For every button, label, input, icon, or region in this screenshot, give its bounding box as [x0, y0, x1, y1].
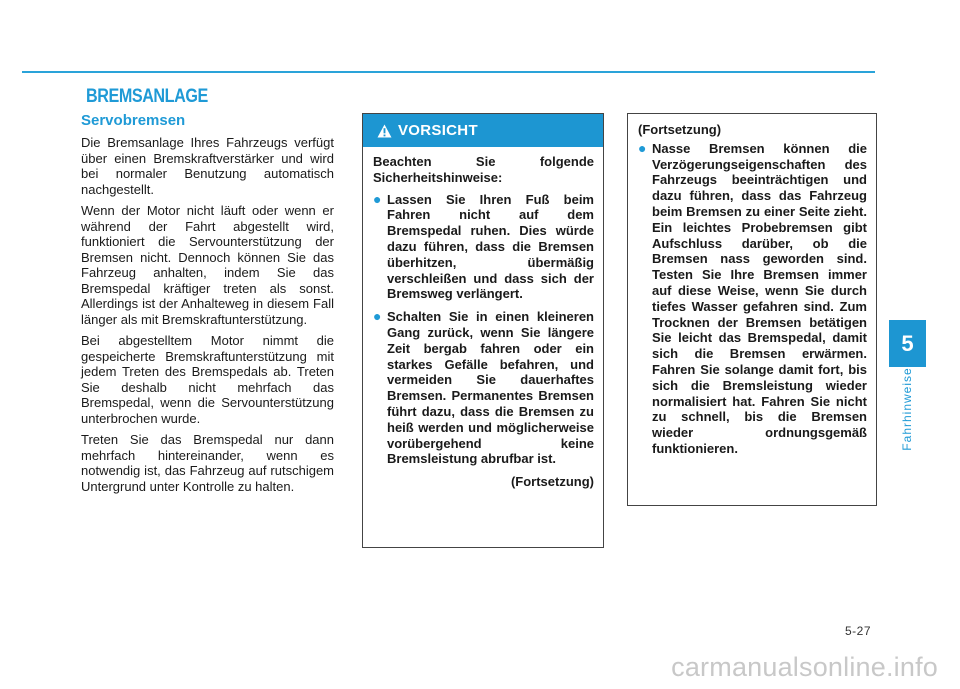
continued-body [628, 114, 876, 457]
bullet-icon: ● [373, 308, 382, 325]
continued-label: (Fortsetzung) [638, 122, 722, 137]
bullet-icon: ● [638, 139, 647, 156]
paragraph: Treten Sie das Bremspedal nur dann mehrfach hintereinander, wenn es notwendig ist, das Fahrzeug auf rutschigem Untergrund unter Kontrolle zu halten. [81, 432, 334, 494]
continued-list [638, 141, 867, 457]
chapter-label: Fahrhinweise [900, 367, 914, 451]
caution-header [363, 114, 603, 147]
paragraph: Die Bremsanlage Ihres Fahrzeugs verfügt über einen Bremskraftverstärker und wird bei normaler Benutzung automatisch nachgestellt. [81, 135, 334, 197]
bullet-icon: ● [373, 190, 382, 207]
caution-title: VORSICHT [398, 122, 478, 139]
subsection-heading: Servobremsen [81, 112, 186, 129]
header-rule [22, 71, 875, 73]
list-item [373, 309, 594, 467]
caution-box [362, 113, 604, 548]
watermark: carmanualsonline.info [671, 652, 938, 682]
page-number: 5-27 [845, 624, 872, 638]
list-item-text: Lassen Sie Ihren Fuß beim Fahren nicht auf dem Bremspedal ruhen. Dies würde dazu führen, dass die Bremsen überhitzen, übermäßig verschleißen und dass sich der Bremsweg verlängert. [387, 191, 594, 302]
continued-caution-box [627, 113, 877, 506]
chapter-number-tab: 5 [889, 320, 926, 367]
paragraph: Wenn der Motor nicht läuft oder wenn er während der Fahrt abgestellt wird, funktioniert die Servounterstützung der Bremsen nicht. Dennoch können Sie das Fahrzeug anhalten, indem Sie das Bremspedal kräftiger treten als sonst. Allerdings ist der Anhalteweg in diesem Fall länger als mit Bremskraftunterstützung. [81, 203, 334, 327]
paragraph: Bei abgestelltem Motor nimmt die gespeicherte Bremskraftunterstützung mit jedem Treten des Bremspedals ab. Treten Sie deshalb nicht mehrfach das Bremspedal, wenn die Servounterstützung unterbrochen wurde. [81, 333, 334, 426]
list-item [638, 141, 867, 457]
list-item [373, 192, 594, 303]
caution-list [373, 192, 594, 468]
continued-label: (Fortsetzung) [510, 474, 594, 490]
warning-triangle-icon [377, 124, 392, 138]
caution-intro: Beachten Sie folgende Sicherheitshinweise: [373, 154, 594, 185]
caution-body [363, 147, 603, 490]
section-title: BREMSANLAGE [86, 86, 208, 107]
left-column [81, 112, 334, 500]
list-item-text: Nasse Bremsen können die Verzögerungseigenschaften des Fahrzeugs beeinträchtigen und dazu führen, dass das Fahrzeug beim Bremsen zu einer Seite zieht. Ein leichtes Probebremsen gibt Aufschluss darüber, ob die Bremsen nass geworden sind. Testen Sie Ihre Bremsen immer auf diese Weise, wenn Sie durch tiefes Wasser gefahren sind. Zum Trocknen der Bremsen betätigen Sie leicht das Bremspedal, damit sich die Bremsen erwärmen. Fahren Sie solange damit fort, bis sich die Bremsleistung wieder normalisiert hat. Fahren Sie nicht zu schnell, bis die Bremsen wieder ordnungsgemäß funktionieren. [652, 140, 867, 456]
list-item-text: Schalten Sie in einen kleineren Gang zurück, wenn Sie längere Zeit bergab fahren oder ein starkes Gefälle befahren, und vermeiden Sie dauerhaftes Bremsen. Permanentes Bremsen führt dazu, dass die Bremsen zu heiß werden und möglicherweise vorübergehend keine Bremsleistung abrufbar ist. [387, 309, 594, 467]
